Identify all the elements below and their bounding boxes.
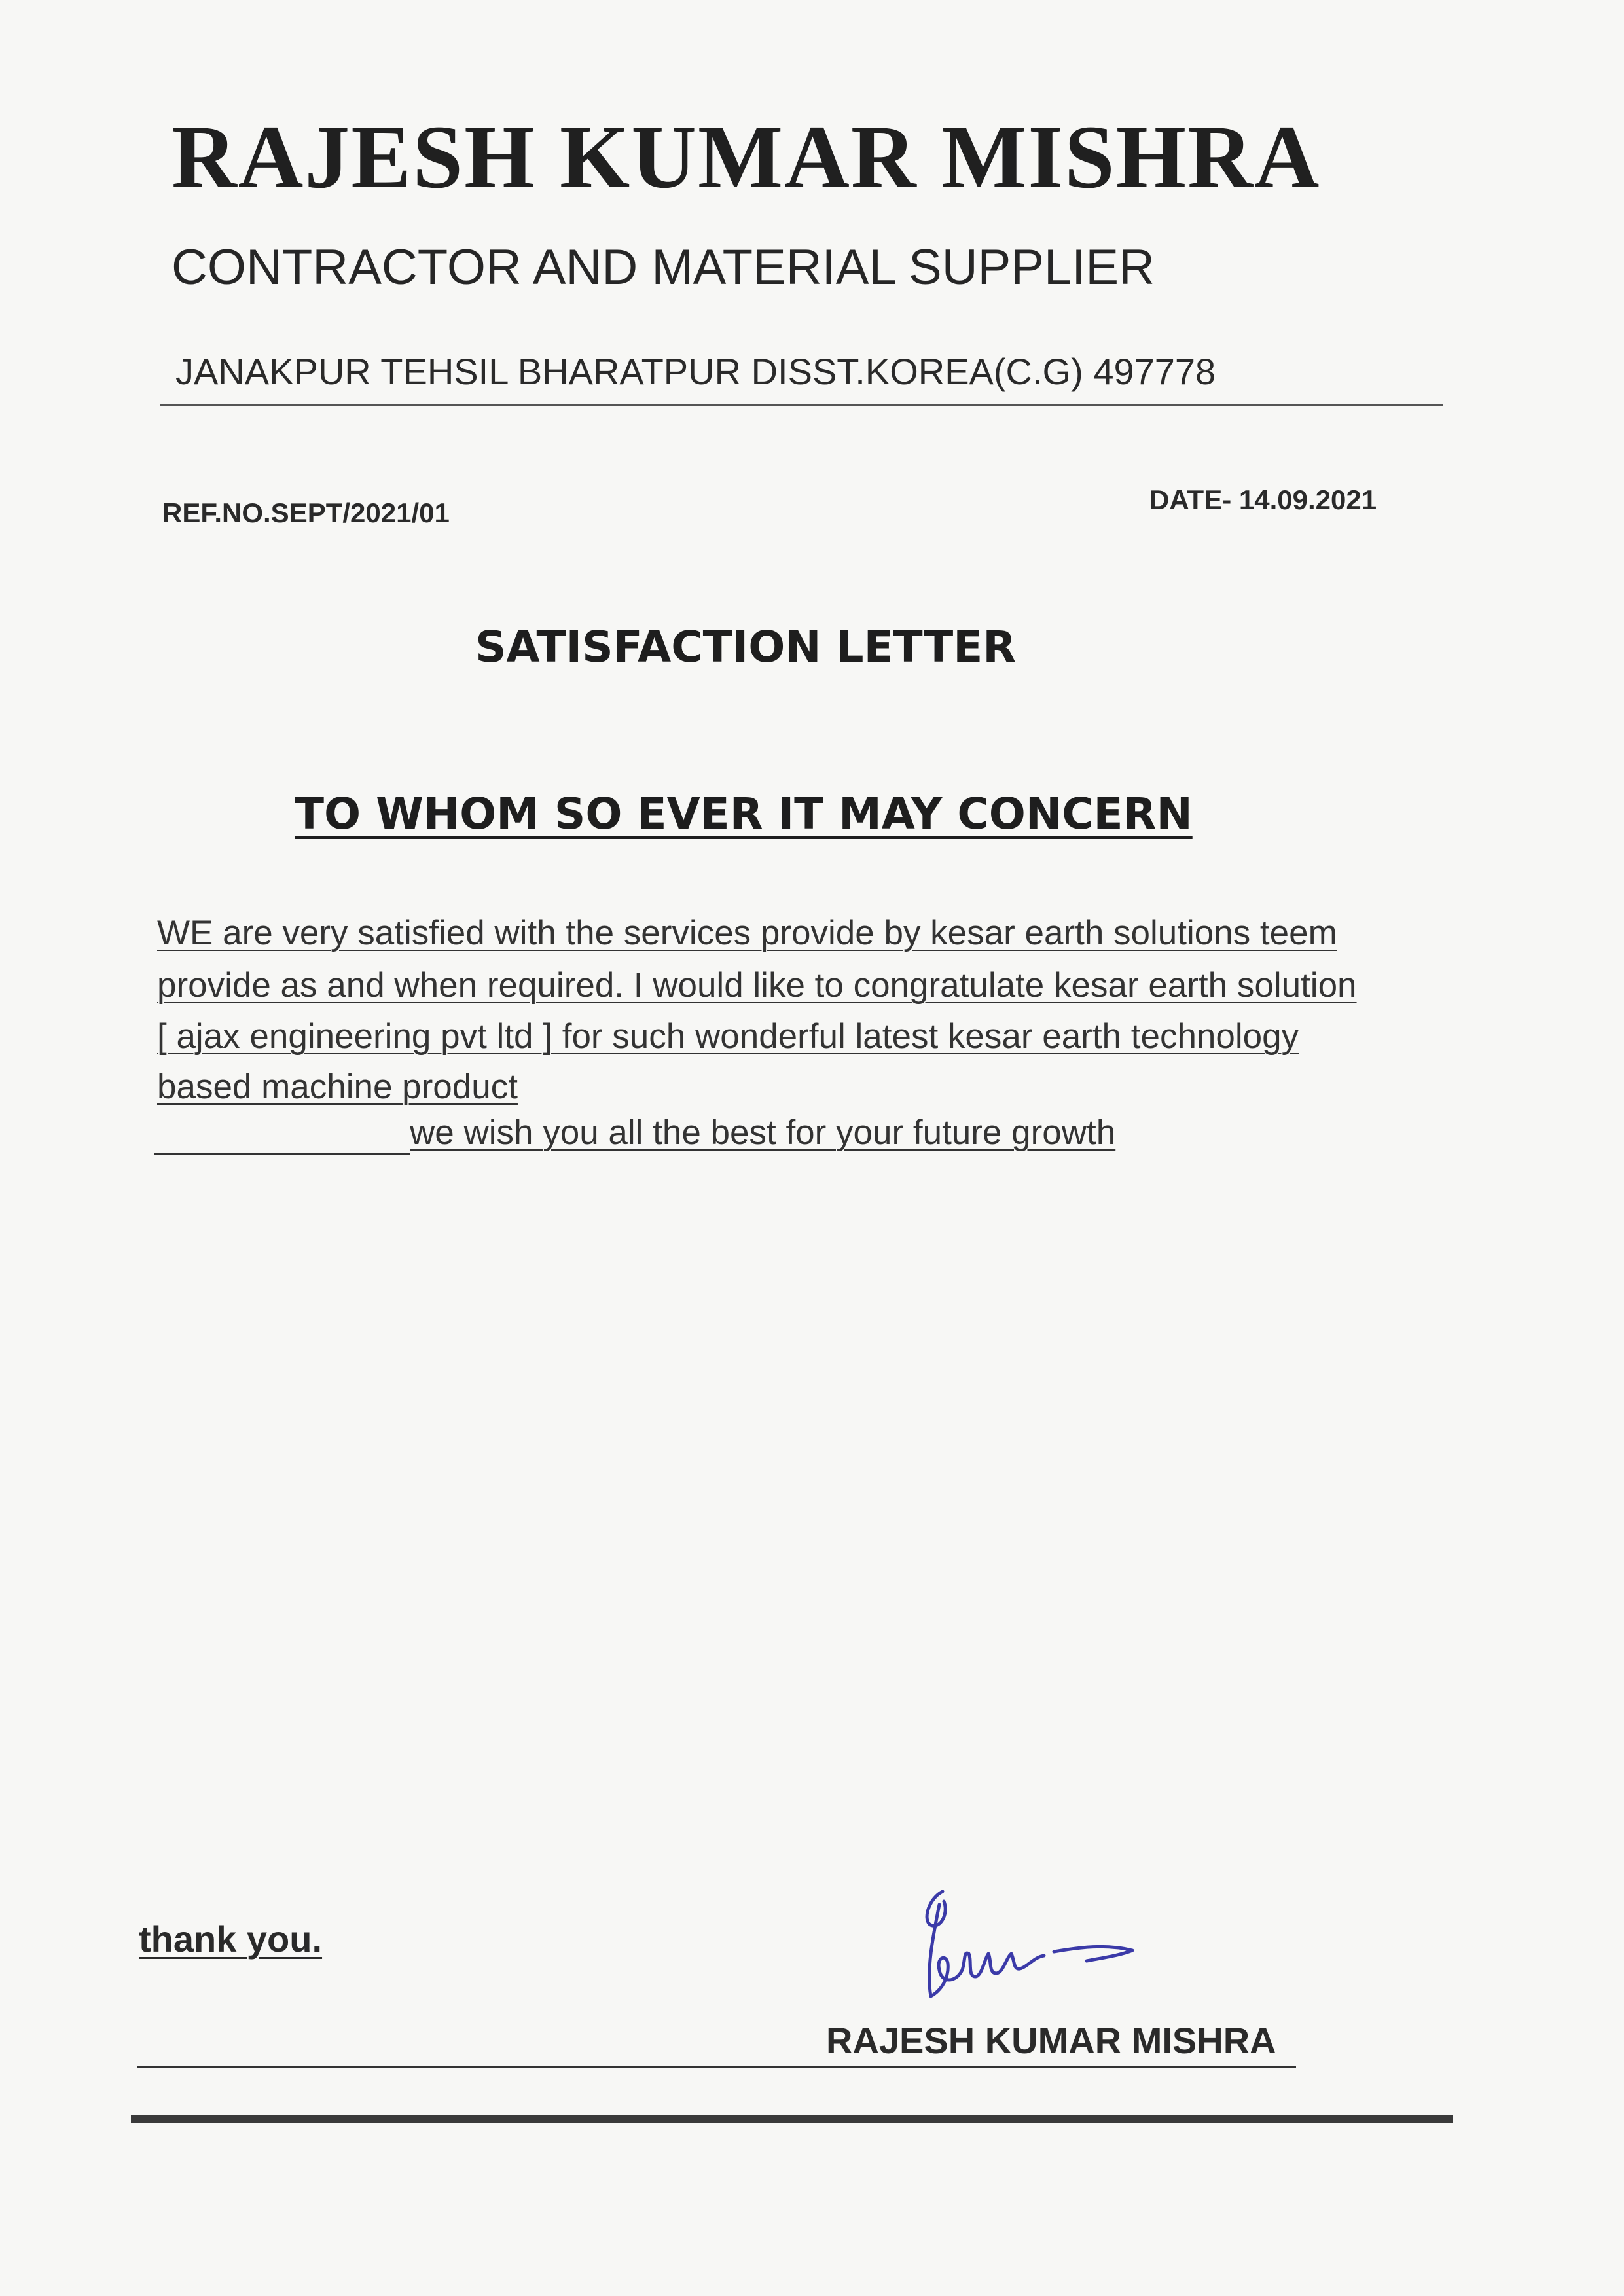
handwritten-signature bbox=[903, 1878, 1165, 2016]
salutation: TO WHOM SO EVER IT MAY CONCERN bbox=[295, 789, 1193, 839]
blank-line bbox=[154, 1153, 410, 1155]
letter-title: SATISFACTION LETTER bbox=[475, 622, 1017, 672]
closing-text: thank you. bbox=[139, 1918, 323, 1960]
signatory-name: RAJESH KUMAR MISHRA bbox=[826, 2020, 1276, 2061]
company-name: RAJESH KUMAR MISHRA bbox=[171, 107, 1321, 207]
header-divider bbox=[160, 404, 1443, 406]
body-line: provide as and when required. I would like to congratulate kesar earth solution bbox=[157, 966, 1357, 1005]
letter-date: DATE- 14.09.2021 bbox=[1149, 484, 1377, 515]
company-address: JANAKPUR TEHSIL BHARATPUR DISST.KOREA(C.G) 497778 bbox=[175, 351, 1216, 392]
footer-divider bbox=[131, 2115, 1453, 2123]
body-line: WE are very satisfied with the services provide by kesar earth solutions teem bbox=[157, 914, 1337, 952]
signature-line bbox=[137, 2066, 1296, 2068]
company-tagline: CONTRACTOR AND MATERIAL SUPPLIER bbox=[171, 240, 1155, 295]
body-line: based machine product bbox=[157, 1067, 518, 1106]
reference-number: REF.NO.SEPT/2021/01 bbox=[162, 497, 450, 528]
body-line: [ ajax engineering pvt ltd ] for such wonderful latest kesar earth technology bbox=[157, 1017, 1299, 1056]
body-line: we wish you all the best for your future growth bbox=[410, 1113, 1116, 1152]
